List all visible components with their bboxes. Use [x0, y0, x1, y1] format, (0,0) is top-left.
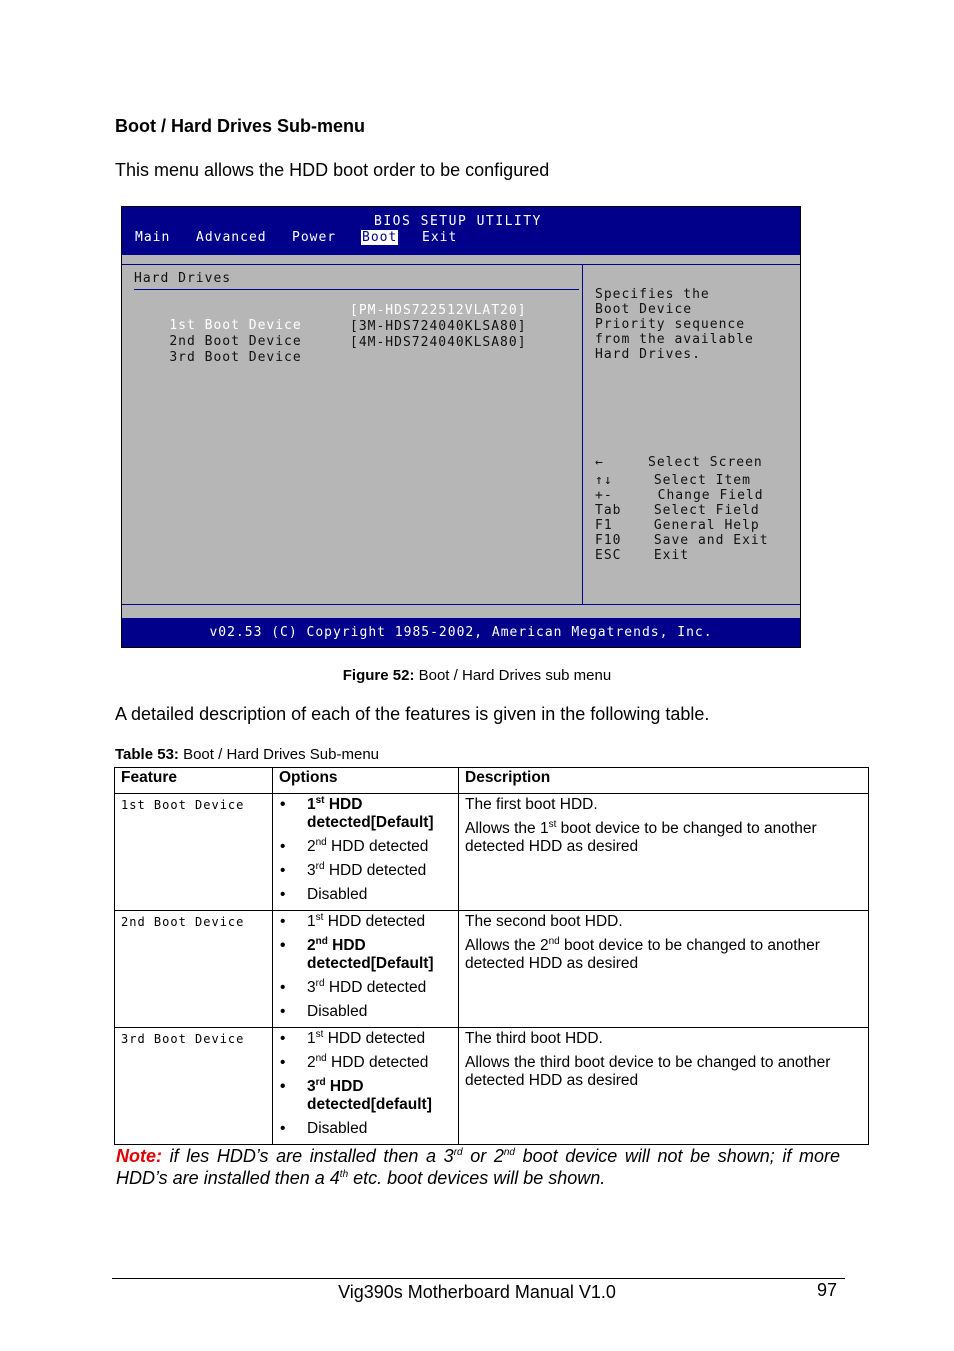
list-item: • Disabled — [273, 1120, 458, 1138]
figure-caption — [0, 667, 954, 684]
options-cell — [273, 794, 459, 911]
bios-menu-advanced[interactable]: Advanced — [196, 230, 267, 245]
figure-label: Figure 52: — [342, 667, 415, 684]
key-desc: Select Item — [645, 473, 751, 488]
table-header-row — [115, 768, 869, 794]
options-cell — [273, 1028, 459, 1145]
note-label: Note: — [116, 1146, 162, 1166]
bios-row-value: [3M-HDS724040KLSA80] — [350, 319, 527, 334]
description-cell — [459, 911, 869, 1028]
key-name: Tab — [595, 503, 622, 518]
key-name: +- — [595, 488, 613, 503]
header-options: Options — [273, 768, 459, 794]
list-item: • 1st HDD detected — [273, 1030, 458, 1048]
list-item: • 2nd HDD detected — [273, 1054, 458, 1072]
feature-cell: 3rd Boot Device — [115, 1028, 273, 1145]
key-desc: Change Field — [640, 488, 764, 503]
description-summary: The second boot HDD. — [465, 913, 623, 930]
help-line: Boot Device — [595, 302, 693, 317]
key-name: ESC — [595, 548, 622, 563]
key-name: F10 — [595, 533, 622, 548]
section-heading: Boot / Hard Drives Sub-menu — [115, 116, 366, 136]
bios-menu-boot[interactable]: Boot — [362, 230, 398, 245]
description-detail: Allows the 2nd boot device to be changed to another detected HDD as desired — [465, 935, 820, 972]
options-list — [273, 794, 458, 908]
table-row — [115, 794, 869, 911]
feature-cell: 2nd Boot Device — [115, 911, 273, 1028]
bios-row-label: 3rd Boot Device — [169, 350, 302, 365]
list-item: • 3rd HDD detected[default] — [273, 1078, 458, 1114]
help-line: Specifies the — [595, 287, 710, 302]
options-cell — [273, 911, 459, 1028]
bios-row-3rd-boot-device[interactable] — [134, 335, 527, 395]
figure-text: Boot / Hard Drives sub menu — [414, 667, 612, 684]
list-item: • 1st HDD detected — [273, 913, 458, 931]
bios-footer — [122, 618, 800, 647]
list-item: • 3rd HDD detected — [273, 862, 458, 880]
bios-panel-divider — [582, 265, 583, 605]
list-item: • Disabled — [273, 1003, 458, 1021]
table-label: Table 53: — [115, 746, 179, 763]
note-paragraph: Note: if les HDD’s are installed then a 3rd or 2nd boot device will not be shown; if more HDD’s are installed then a 4th etc. boot devices will be shown. — [116, 1146, 840, 1188]
footer-rule — [112, 1278, 845, 1279]
key-desc: Select Screen — [648, 455, 763, 470]
description-detail: Allows the 1st boot device to be changed to another detected HDD as desired — [465, 818, 817, 855]
list-item: • 2nd HDD detected — [273, 838, 458, 856]
table-caption — [115, 746, 379, 763]
list-item: • 3rd HDD detected — [273, 979, 458, 997]
table-row — [115, 1028, 869, 1145]
bios-row-value: [PM-HDS722512VLAT20] — [350, 303, 527, 318]
key-name: F1 — [595, 518, 613, 533]
key-desc: General Help — [645, 518, 760, 533]
bios-menu-power[interactable]: Power — [292, 230, 337, 245]
left-arrow-icon: ← — [595, 455, 604, 470]
bios-row-label: 2nd Boot Device — [169, 334, 302, 349]
bios-title: BIOS SETUP UTILITY — [374, 214, 542, 229]
header-description: Description — [459, 768, 869, 794]
bios-divider — [122, 604, 800, 605]
feature-cell: 1st Boot Device — [115, 794, 273, 911]
description-detail: Allows the third boot device to be changed to another detected HDD as desired — [465, 1054, 831, 1089]
list-item: • Disabled — [273, 886, 458, 904]
description-summary: The third boot HDD. — [465, 1030, 603, 1047]
key-desc: Save and Exit — [645, 533, 769, 548]
help-line: from the available — [595, 332, 754, 347]
options-list — [273, 911, 458, 1025]
bios-menu-main[interactable]: Main — [135, 230, 171, 245]
key-desc: Exit — [645, 548, 690, 563]
bios-help-text — [595, 287, 754, 362]
list-item: • 1st HDD detected[Default] — [273, 796, 458, 832]
up-down-arrow-icon: ↑↓ — [595, 473, 613, 488]
help-line: Priority sequence — [595, 317, 746, 332]
bios-panel-title: Hard Drives — [134, 271, 232, 286]
detail-text: A detailed description of each of the features is given in the following table. — [115, 704, 710, 724]
bios-menu-exit[interactable]: Exit — [422, 230, 458, 245]
bios-row-label: 1st Boot Device — [169, 318, 302, 333]
list-item: • 2nd HDD detected[Default] — [273, 937, 458, 973]
bios-screenshot — [121, 206, 801, 648]
intro-text: This menu allows the HDD boot order to be configured — [115, 160, 550, 180]
bios-row-value: [4M-HDS724040KLSA80] — [350, 335, 527, 350]
bios-copyright: v02.53 (C) Copyright 1985-2002, American Megatrends, Inc. — [209, 625, 713, 640]
table-caption-text: Boot / Hard Drives Sub-menu — [178, 746, 380, 763]
key-desc: Select Field — [645, 503, 760, 518]
bios-header — [122, 207, 800, 255]
table-row — [115, 911, 869, 1028]
feature-table — [114, 767, 869, 1145]
description-summary: The first boot HDD. — [465, 796, 598, 813]
bios-panel-rule — [134, 289, 579, 290]
footer-title: Vig390s Motherboard Manual V1.0 — [338, 1282, 616, 1302]
description-cell — [459, 794, 869, 911]
description-cell — [459, 1028, 869, 1145]
options-list — [273, 1028, 458, 1142]
header-feature: Feature — [115, 768, 273, 794]
help-line: Hard Drives. — [595, 347, 701, 362]
page-number: 97 — [817, 1280, 838, 1300]
